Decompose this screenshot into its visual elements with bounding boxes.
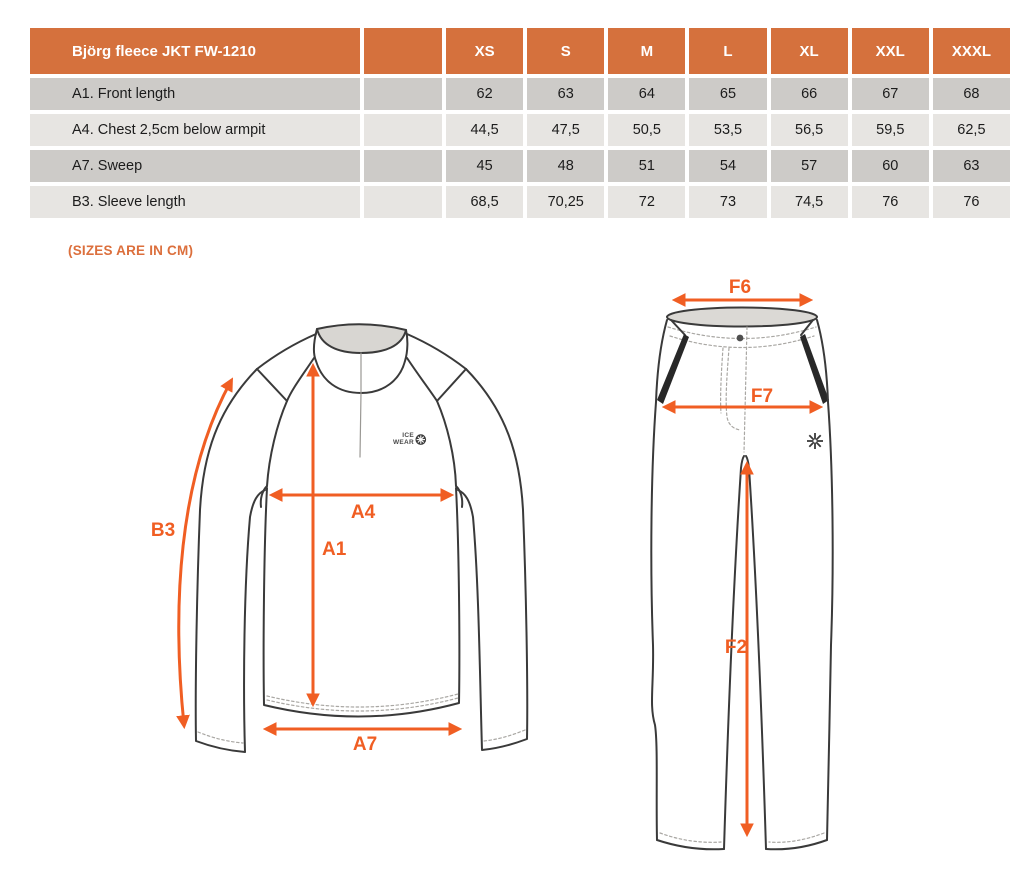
pants-diagram xyxy=(651,277,832,849)
size-value: 59,5 xyxy=(852,114,929,146)
jacket-hem-stitch xyxy=(267,694,458,707)
size-value: 70,25 xyxy=(527,186,604,218)
size-value: 76 xyxy=(933,186,1010,218)
jacket-b3-arrow xyxy=(179,381,231,725)
jacket-sleeve-right xyxy=(458,369,527,750)
size-value: 47,5 xyxy=(527,114,604,146)
pants-center-front-line xyxy=(744,327,747,452)
pants-waist-opening xyxy=(667,308,817,327)
garment-diagrams xyxy=(0,270,1030,889)
size-value: 57 xyxy=(771,150,848,182)
row-label: A1. Front length xyxy=(30,78,360,110)
table-title: Björg fleece JKT FW-1210 xyxy=(30,28,360,74)
row-spacer xyxy=(364,150,442,182)
pants-button xyxy=(737,335,744,342)
jacket-a7-label: A7 xyxy=(352,734,378,755)
table-header-spacer xyxy=(364,28,442,74)
size-column-header-xs: XS xyxy=(446,28,523,74)
size-value: 73 xyxy=(689,186,766,218)
size-table xyxy=(30,28,1010,218)
size-column-header-xxl: XXL xyxy=(852,28,929,74)
row-label: A4. Chest 2,5cm below armpit xyxy=(30,114,360,146)
size-value: 74,5 xyxy=(771,186,848,218)
size-value: 72 xyxy=(608,186,685,218)
size-column-header-s: S xyxy=(527,28,604,74)
pants-measure-arrows xyxy=(666,277,819,833)
row-spacer xyxy=(364,114,442,146)
units-note: (SIZES ARE IN CM) xyxy=(68,243,194,258)
size-column-header-xl: XL xyxy=(771,28,848,74)
size-value: 50,5 xyxy=(608,114,685,146)
jacket-shoulder-panel-left xyxy=(257,369,287,401)
size-value: 65 xyxy=(689,78,766,110)
pants-f6-label: F6 xyxy=(728,277,752,298)
jacket-a1-label: A1 xyxy=(322,539,347,560)
size-value: 60 xyxy=(852,150,929,182)
size-value: 66 xyxy=(771,78,848,110)
size-value: 62,5 xyxy=(933,114,1010,146)
jacket-measure-arrows xyxy=(151,367,458,755)
jacket-sleeve-left xyxy=(196,369,265,752)
pants-fly-stitch-outer xyxy=(726,348,740,430)
jacket-cuff-stitch-right xyxy=(484,730,525,741)
pants-snowflake-logo xyxy=(807,433,823,449)
size-value: 51 xyxy=(608,150,685,182)
jacket-brand-logo xyxy=(393,432,426,446)
size-value: 48 xyxy=(527,150,604,182)
jacket-raglan-left xyxy=(267,358,314,486)
pants-hem-stitch-right xyxy=(769,833,824,842)
pants-fly-stitch-inner xyxy=(721,348,723,413)
size-value: 63 xyxy=(527,78,604,110)
size-column-header-l: L xyxy=(689,28,766,74)
row-label: A7. Sweep xyxy=(30,150,360,182)
pants-f7-label: F7 xyxy=(750,386,774,407)
size-value: 56,5 xyxy=(771,114,848,146)
pants-f2-label: F2 xyxy=(724,637,748,658)
size-value: 64 xyxy=(608,78,685,110)
pants-hem-right xyxy=(766,840,827,849)
size-value: 67 xyxy=(852,78,929,110)
row-spacer xyxy=(364,78,442,110)
size-value: 68 xyxy=(933,78,1010,110)
jacket-diagram xyxy=(151,324,527,755)
size-value: 45 xyxy=(446,150,523,182)
size-value: 54 xyxy=(689,150,766,182)
pants-inseam-right xyxy=(746,456,766,849)
size-column-header-m: M xyxy=(608,28,685,74)
jacket-b3-label: B3 xyxy=(150,520,176,541)
size-value: 62 xyxy=(446,78,523,110)
size-value: 44,5 xyxy=(446,114,523,146)
jacket-a4-label: A4 xyxy=(350,502,376,523)
jacket-shoulder-panel-right xyxy=(437,369,466,401)
brand-text-line1: ICE xyxy=(402,432,414,439)
jacket-raglan-right xyxy=(407,358,456,486)
jacket-shoulder-right xyxy=(407,334,466,369)
pants-hem-stitch-left xyxy=(660,833,721,842)
size-value: 76 xyxy=(852,186,929,218)
size-value: 68,5 xyxy=(446,186,523,218)
brand-text-line2: WEAR xyxy=(392,439,414,446)
row-spacer xyxy=(364,186,442,218)
size-value: 53,5 xyxy=(689,114,766,146)
pants-pocket-right xyxy=(800,334,829,404)
jacket-cuff-stitch-left xyxy=(198,732,243,743)
jacket-shoulder-left xyxy=(257,334,316,369)
size-value: 63 xyxy=(933,150,1010,182)
jacket-collar-inner xyxy=(317,324,406,353)
pants-hem-left xyxy=(657,840,724,849)
jacket-zipper-line xyxy=(360,353,361,457)
size-column-header-xxxl: XXXL xyxy=(933,28,1010,74)
row-label: B3. Sleeve length xyxy=(30,186,360,218)
